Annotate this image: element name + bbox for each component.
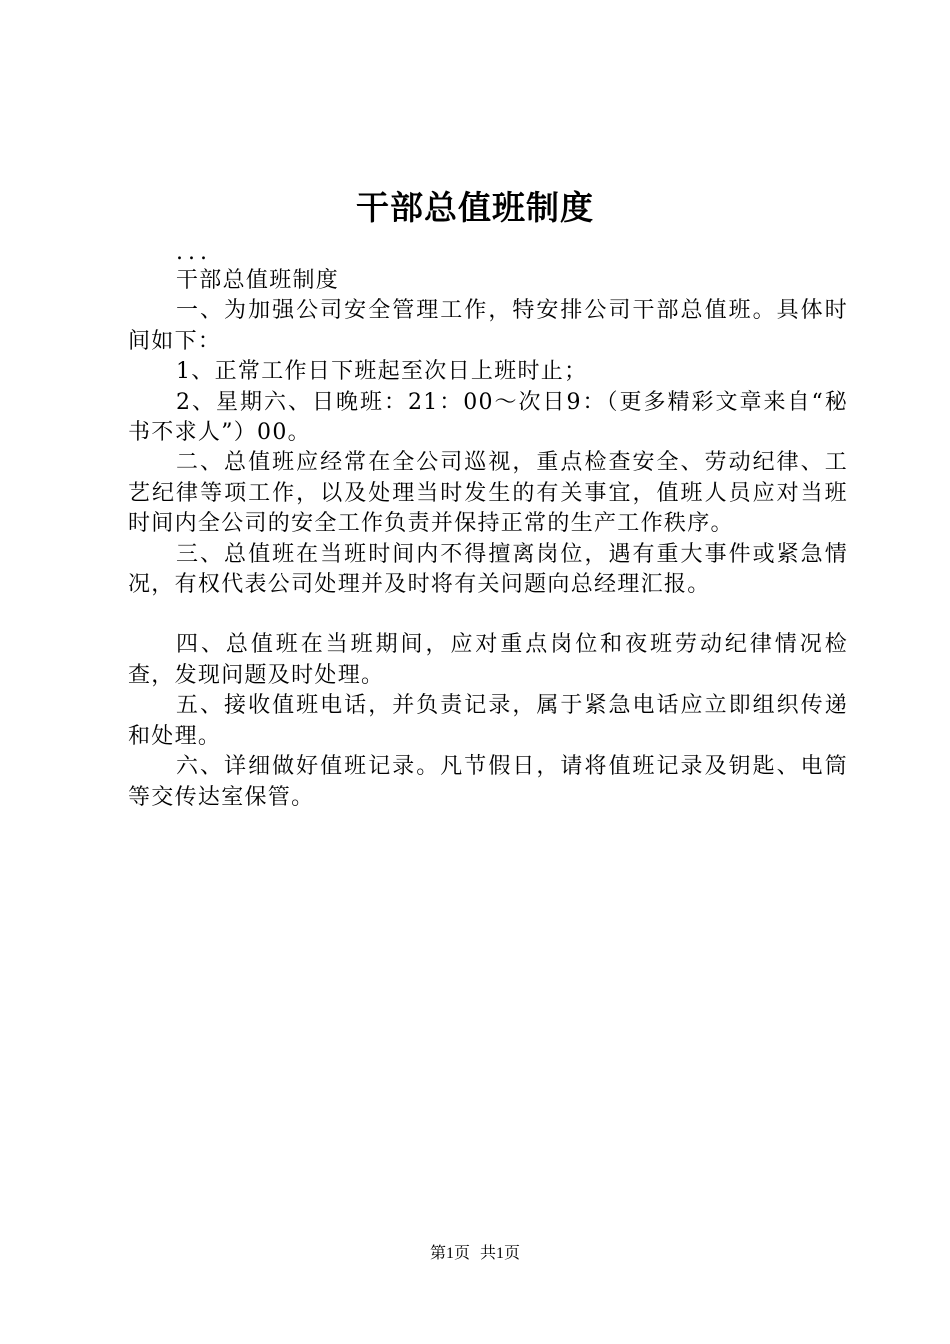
ellipsis-line: ...: [176, 240, 212, 265]
document-title: 干部总值班制度: [356, 188, 594, 227]
page-footer: [0, 1242, 950, 1266]
paragraph-item-4: 四、总值班在当班期间，应对重点岗位和夜班劳动纪律情况检查，发现问题及时处理。: [128, 632, 848, 688]
paragraph-subitem-1: 1、正常工作日下班起至次日上班时止；: [176, 359, 588, 385]
page-total: 共1页: [480, 1245, 521, 1262]
document-body: [128, 240, 848, 813]
paragraph-item-6: 六、详细做好值班记录。凡节假日，请将值班记录及钥匙、电筒等交传达室保管。: [128, 754, 848, 810]
page-number: 第1页: [429, 1245, 470, 1262]
paragraph-subitem-2: 2、星期六、日晚班：21：00～次日9：（更多精彩文章来自“秘书不求人”）00。: [128, 389, 848, 446]
paragraph-item-2: 二、总值班应经常在全公司巡视，重点检查安全、劳动纪律、工艺纪律等项工作，以及处理当时发生的有关事宜，值班人员应对当班时间内全公司的安全工作负责并保持正常的生产工作秩序。: [128, 450, 848, 537]
paragraph-item-1: 一、为加强公司安全管理工作，特安排公司干部总值班。具体时间如下：: [128, 298, 848, 354]
paragraph-item-5: 五、接收值班电话，并负责记录，属于紧急电话应立即组织传递和处理。: [128, 693, 848, 749]
paragraph-item-3: 三、总值班在当班时间内不得擅离岗位，遇有重大事件或紧急情况，有权代表公司处理并及时将有关问题向总经理汇报。: [128, 541, 848, 598]
paragraph-heading: 干部总值班制度: [176, 268, 340, 293]
